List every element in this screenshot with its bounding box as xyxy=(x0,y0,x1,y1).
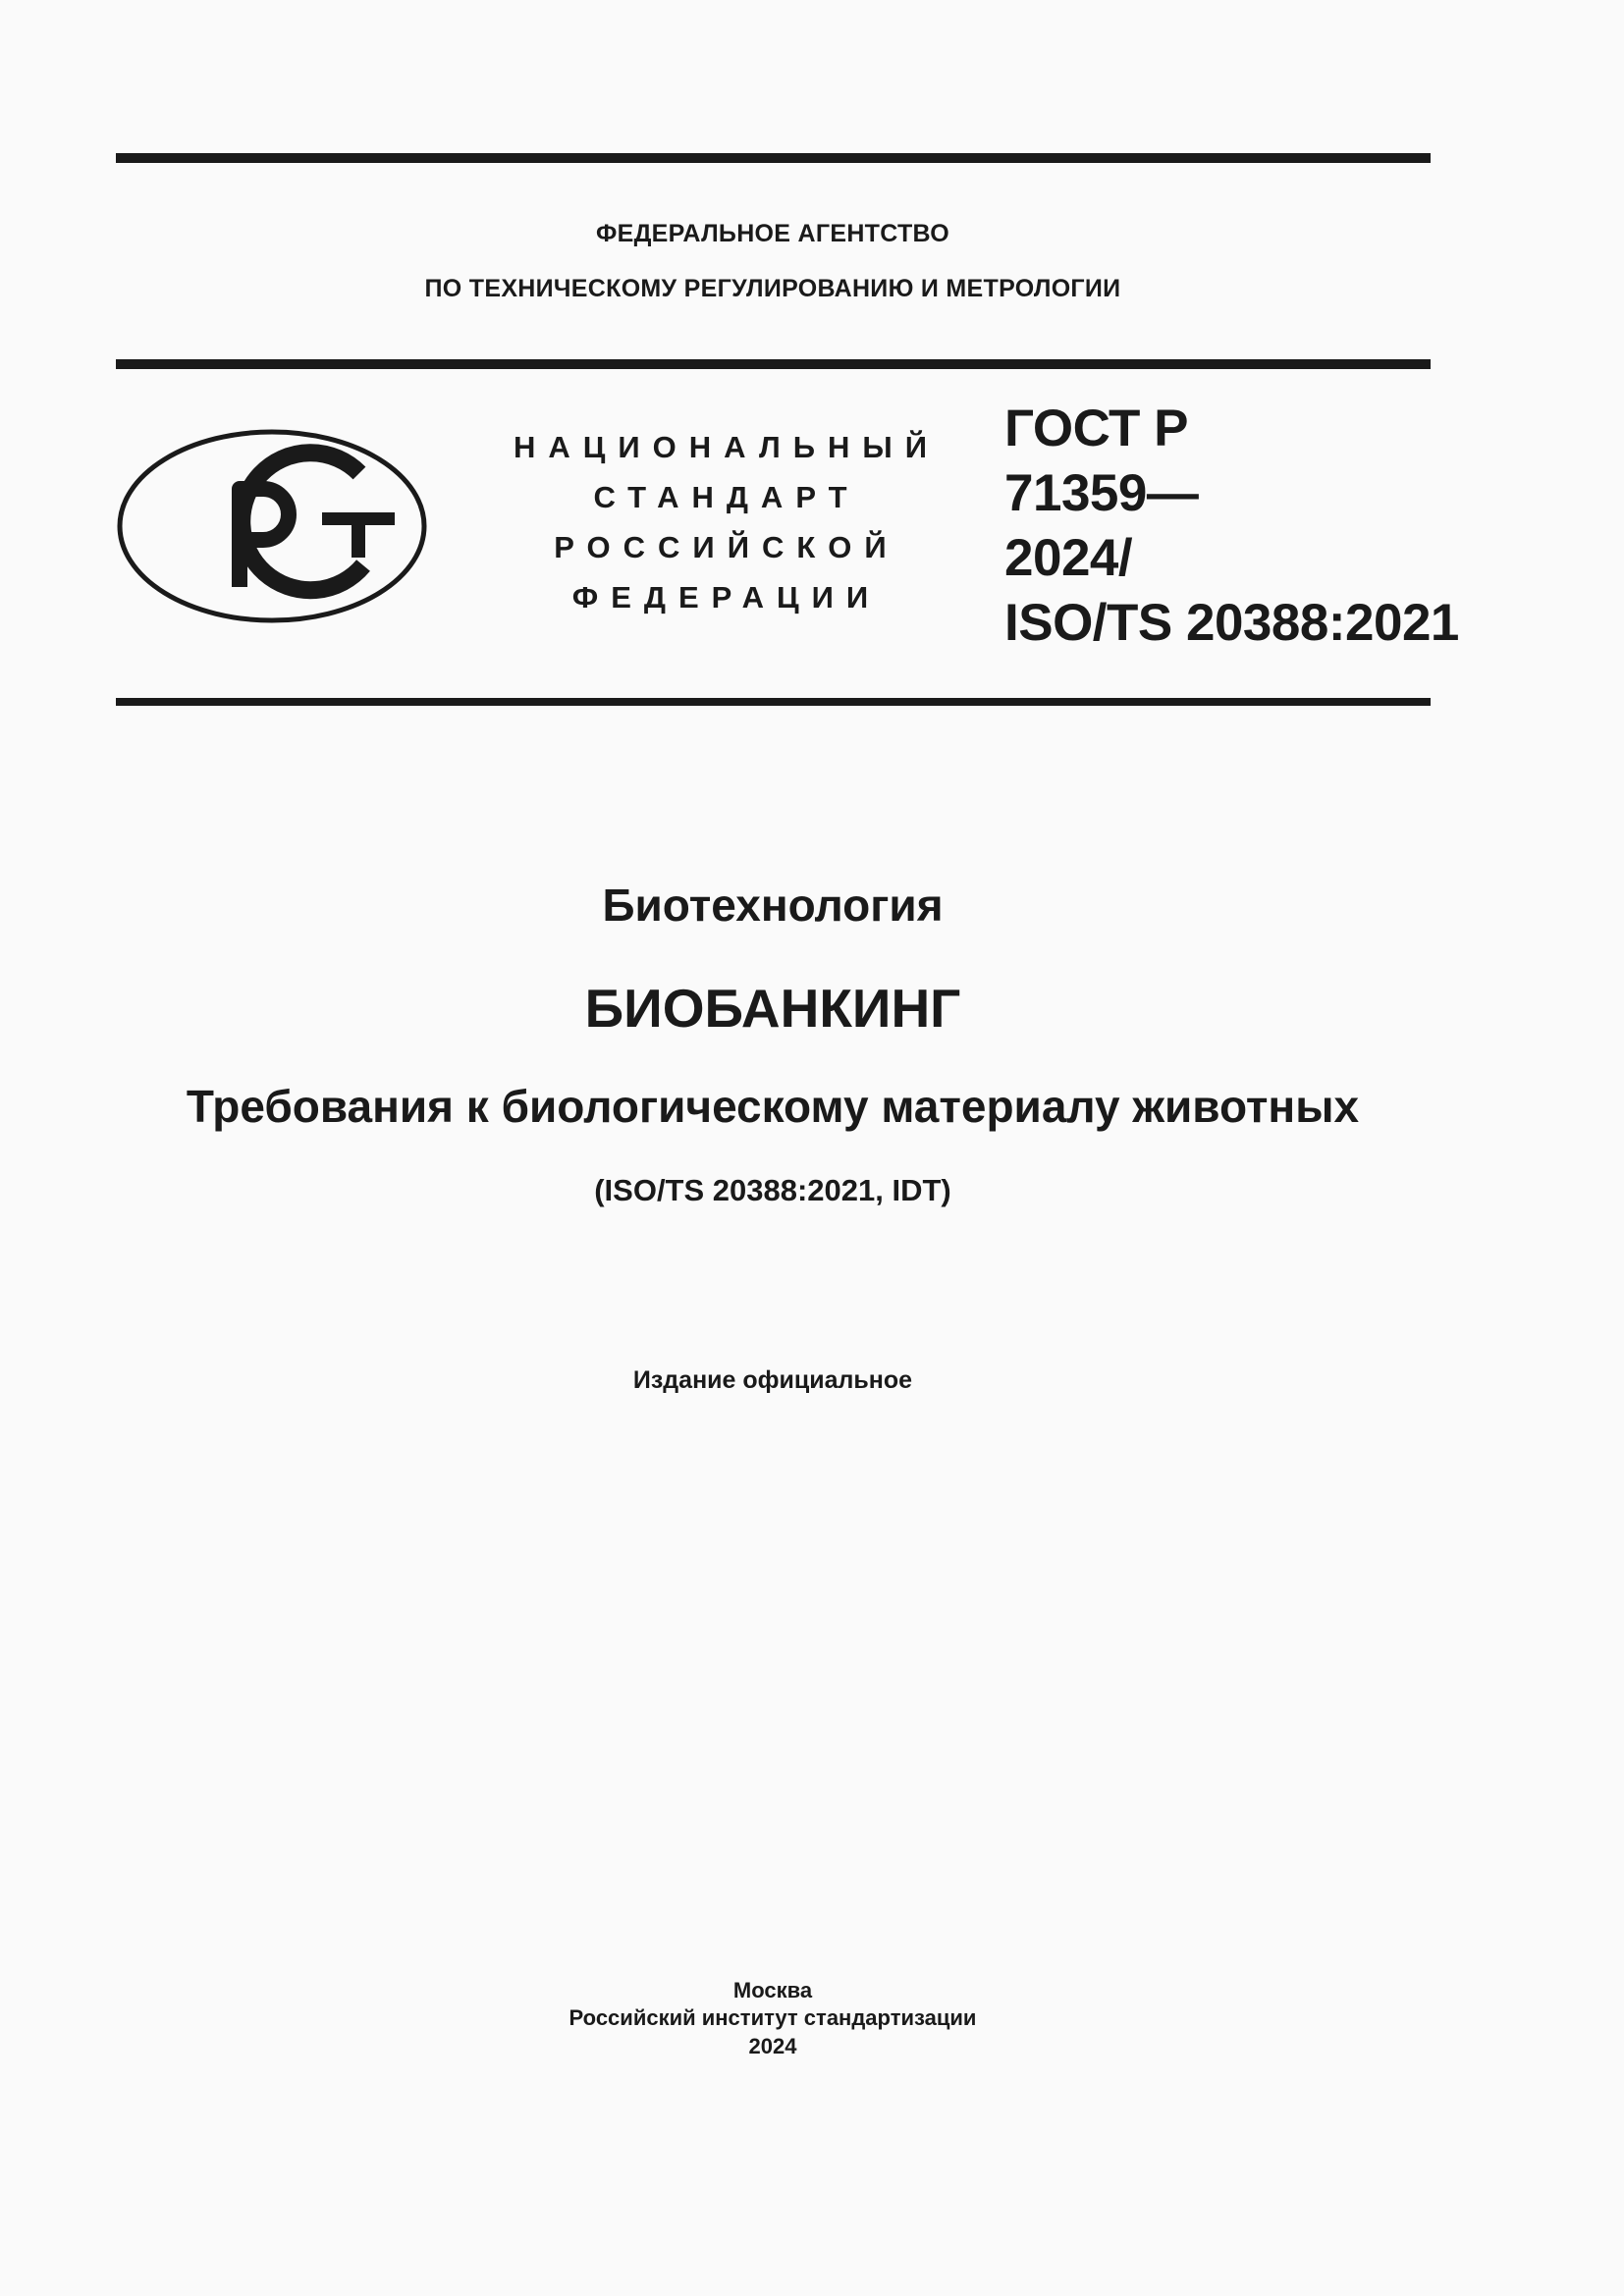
national-standard-label xyxy=(491,422,962,622)
designation-line3: 2024/ xyxy=(1004,529,1133,587)
iso-reference: (ISO/TS 20388:2021, IDT) xyxy=(594,1173,951,1207)
edition-label: Издание официальное xyxy=(632,1366,913,1394)
publisher-organization: Российский институт стандартизации xyxy=(568,2005,977,2030)
national-standard-line3: РОССИЙСКОЙ xyxy=(554,530,899,564)
publisher-city: Москва xyxy=(732,1978,813,2002)
national-standard-line2: СТАНДАРТ xyxy=(593,480,860,514)
top-rule xyxy=(116,153,1431,163)
designation-line2: 71359— xyxy=(1004,464,1199,522)
agency-name-line2: ПО ТЕХНИЧЕСКОМУ РЕГУЛИРОВАНИЮ И МЕТРОЛОГИИ xyxy=(424,275,1121,302)
gost-r-pst-logo-icon xyxy=(116,428,428,624)
header-rule xyxy=(116,359,1431,369)
document-subject: Биотехнология xyxy=(602,880,944,931)
agency-name-line1: ФЕДЕРАЛЬНОЕ АГЕНТСТВО xyxy=(595,220,950,247)
national-standard-line4: ФЕДЕРАЦИИ xyxy=(571,580,882,614)
publication-year: 2024 xyxy=(748,2034,797,2058)
national-standard-line1: НАЦИОНАЛЬНЫЙ xyxy=(513,430,941,464)
designation-line4: ISO/TS 20388:2021 xyxy=(1004,594,1459,652)
document-subtitle: Требования к биологическому материалу животных xyxy=(186,1081,1360,1132)
designation-line1: ГОСТ Р xyxy=(1004,400,1188,457)
document-title: БИОБАНКИНГ xyxy=(584,978,961,1039)
standard-designation xyxy=(1004,397,1459,656)
header-bottom-rule xyxy=(116,698,1431,706)
